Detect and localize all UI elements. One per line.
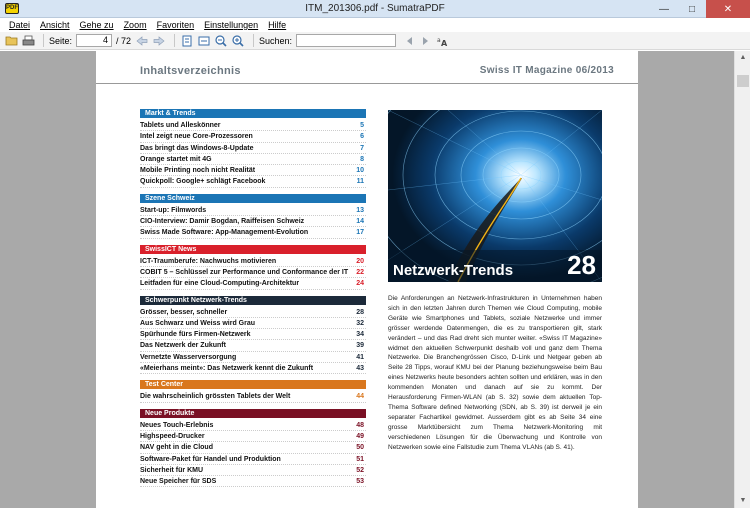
toc-entry-page: 8 xyxy=(360,155,364,163)
toc-entry-page: 48 xyxy=(356,421,364,429)
toc-entry-title: Software-Paket für Handel und Produktion xyxy=(140,455,281,463)
cover-image xyxy=(388,110,602,282)
toc-entry-page: 24 xyxy=(356,280,364,288)
document-viewport[interactable] xyxy=(0,51,734,508)
toc-entry[interactable] xyxy=(140,227,366,238)
menu-ansicht[interactable]: Ansicht xyxy=(40,20,70,30)
find-next-icon[interactable] xyxy=(419,34,433,48)
menu-gehe-zu[interactable]: Gehe zu xyxy=(79,20,114,30)
toc-entry-title: «Meierhans meint»: Das Netzwerk kennt die Zukunft xyxy=(140,365,314,373)
search-label: Suchen: xyxy=(259,35,293,46)
svg-text:a: a xyxy=(437,36,441,44)
toc-entry-title: Orange startet mit 4G xyxy=(140,155,212,163)
toc-section-header: Szene Schweiz xyxy=(140,194,366,203)
find-previous-icon[interactable] xyxy=(402,34,416,48)
toc-entry-title: CIO-Interview: Damir Bogdan, Raiffeisen Schweiz xyxy=(140,218,305,226)
vertical-scrollbar[interactable] xyxy=(734,51,750,508)
toc-entry-title: Das Netzwerk der Zukunft xyxy=(140,342,226,350)
toc-entry-page: 10 xyxy=(356,167,364,175)
window-title: ITM_201306.pdf - SumatraPDF xyxy=(305,3,445,14)
toc-entry-title: Spürhunde fürs Firmen-Netzwerk xyxy=(140,331,251,339)
menu-hilfe[interactable]: Hilfe xyxy=(268,20,287,30)
title-bar xyxy=(0,0,750,18)
toc-entry[interactable] xyxy=(140,454,366,465)
menu-datei[interactable]: Datei xyxy=(9,20,31,30)
fit-width-icon[interactable] xyxy=(197,34,211,48)
open-folder-icon[interactable] xyxy=(4,34,18,48)
close-button[interactable]: ✕ xyxy=(706,0,750,18)
toc-entry[interactable] xyxy=(140,278,366,289)
toc-entry-page: 49 xyxy=(356,432,364,440)
toc-entry-page: 44 xyxy=(356,393,364,401)
page-number-input[interactable]: 4 xyxy=(76,34,112,47)
menu-favoriten[interactable]: Favoriten xyxy=(156,20,195,30)
toc-entry[interactable] xyxy=(140,318,366,329)
pdf-page xyxy=(96,51,638,508)
toc-entry-page: 32 xyxy=(356,319,364,327)
toc-entry-page: 39 xyxy=(356,342,364,350)
toc-entry-title: Grösser, besser, schneller xyxy=(140,308,228,316)
toc-entry-title: Das bringt das Windows-8-Update xyxy=(140,144,254,152)
fit-page-icon[interactable] xyxy=(180,34,194,48)
next-page-icon[interactable] xyxy=(152,34,166,48)
toc-section-header: Test Center xyxy=(140,380,366,389)
zoom-in-icon[interactable] xyxy=(231,34,245,48)
cover-page-number: 28 xyxy=(567,250,596,280)
toolbar xyxy=(0,32,750,50)
toc-entry-page: 22 xyxy=(356,268,364,276)
toc-entry[interactable] xyxy=(140,154,366,165)
toc-entry-page: 52 xyxy=(356,466,364,474)
toc-entry-page: 7 xyxy=(360,144,364,152)
intro-body-text: Die Anforderungen an Netzwerk-Infrastrukturen in Unternehmen haben sich in den letzten Jahren durch Themen wie Cloud Computing, mobile Geräte wie Smartphones und Tablets, soziale Netzwerke und immer grösser werdende Datenmengen, die es zu transportieren gilt, stark verändert – und das Rad dreht sich munter weiter. «Swiss IT Magazine» widmet den aktuellen Schwerpunkt deshalb voll und ganz dem Thema Netzwerke. Die Branchengrössen Cisco, D-Link und Netgear geben ab Seite 28 Tipps, worauf KMU bei der Planung beziehungsweise beim Bau eines Netzwerks heute besonders achten sollten und erklären, was in den kommenden Monaten und danach auf sie zu kommt. Der Herausforderung Firmen-WLAN (ab S. 32) sowie dem aktuellen Top-Thema Software defined Networking (SDN, ab S. 39) ist derweil je ein separater Fachartikel gewidmet. Ausserdem gibt es ab Seite 34 eine grosse Marktübersicht zum Thema Netzwerk-Monitoring mit verschiedenen Lösungen für die Überwachung und Kontrolle von Netzwerken sowie eine Fallstudie zum Thema VLANs (ab S. 41). xyxy=(388,295,602,451)
toc-section xyxy=(140,409,366,488)
toc-entry-title: NAV geht in die Cloud xyxy=(140,444,213,452)
toc-section xyxy=(140,380,366,402)
toc-entry[interactable] xyxy=(140,216,366,227)
toc-entry-title: Aus Schwarz und Weiss wird Grau xyxy=(140,319,256,327)
toc-entry-title: Intel zeigt neue Core-Prozessoren xyxy=(140,133,253,141)
toc-entry-title: Neues Touch-Erlebnis xyxy=(140,421,214,429)
toc-entry-page: 20 xyxy=(356,257,364,265)
toc-entry-title: Mobile Printing noch nicht Realität xyxy=(140,167,256,175)
toc-entry-page: 14 xyxy=(356,218,364,226)
toc-entry[interactable] xyxy=(140,363,366,374)
toc-entry-page: 6 xyxy=(360,133,364,141)
toc-entry[interactable] xyxy=(140,143,366,154)
toc-entry-page: 13 xyxy=(356,206,364,214)
table-of-contents xyxy=(140,109,366,493)
toc-entry-title: Tablets und Alleskönner xyxy=(140,122,221,129)
header-divider xyxy=(96,83,638,84)
toc-entry-title: Leitfaden für eine Cloud-Computing-Architektur xyxy=(140,280,300,288)
toc-entry-page: 5 xyxy=(360,122,364,129)
toc-entry-title: Quickpoll: Google+ schlägt Facebook xyxy=(140,178,266,186)
toc-entry[interactable] xyxy=(140,340,366,351)
toc-entry[interactable] xyxy=(140,465,366,476)
scroll-down-arrow-icon[interactable]: ▼ xyxy=(739,497,747,504)
toc-entry-page: 41 xyxy=(356,353,364,361)
toc-entry-page: 51 xyxy=(356,455,364,463)
menu-bar xyxy=(0,18,750,32)
toc-entry-page: 17 xyxy=(356,229,364,237)
toc-entry[interactable] xyxy=(140,420,366,431)
toc-entry-page: 43 xyxy=(356,365,364,373)
toc-entry[interactable] xyxy=(140,476,366,487)
toc-entry[interactable] xyxy=(140,352,366,363)
toc-entry[interactable] xyxy=(140,165,366,176)
match-case-icon[interactable] xyxy=(436,34,450,48)
toc-entry-title: Swiss Made Software: App-Management-Evolution xyxy=(140,229,309,237)
search-input[interactable] xyxy=(296,34,396,47)
toc-section-header: Markt & Trends xyxy=(140,109,366,118)
zoom-out-icon[interactable] xyxy=(214,34,228,48)
toc-entry-title: Start-up: Filmwords xyxy=(140,206,207,214)
toc-entry[interactable] xyxy=(140,442,366,453)
minimize-button[interactable]: — xyxy=(659,3,669,15)
toolbar-separator xyxy=(174,34,175,47)
toc-entry-page: 11 xyxy=(356,178,364,186)
toc-entry[interactable] xyxy=(140,256,366,267)
toc-entry[interactable] xyxy=(140,120,366,131)
menu-zoom[interactable]: Zoom xyxy=(123,20,147,30)
toc-section-header: Neue Produkte xyxy=(140,409,366,418)
toolbar-separator xyxy=(43,34,44,47)
toc-entry[interactable] xyxy=(140,329,366,340)
toc-entry-title: Die wahrscheinlich grössten Tablets der Welt xyxy=(140,393,291,401)
toc-section-header: Schwerpunkt Netzwerk-Trends xyxy=(140,296,366,305)
toc-entry[interactable] xyxy=(140,176,366,187)
toc-section xyxy=(140,296,366,375)
toc-section xyxy=(140,109,366,188)
toc-entry-title: COBIT 5 – Schlüssel zur Performance und Conformance der IT xyxy=(140,268,349,276)
scrollbar-thumb[interactable] xyxy=(737,75,749,87)
toc-entry-page: 50 xyxy=(356,444,364,452)
toc-entry-title: ICT-Traumberufe: Nachwuchs motivieren xyxy=(140,257,277,265)
toc-entry[interactable] xyxy=(140,431,366,442)
sumatra-app-icon[interactable]: PDF xyxy=(5,3,19,14)
toc-entry[interactable] xyxy=(140,391,366,402)
window-controls xyxy=(650,0,750,18)
maximize-button[interactable]: □ xyxy=(688,3,696,15)
toc-entry-page: 34 xyxy=(356,331,364,339)
previous-page-icon[interactable] xyxy=(135,34,149,48)
page-total: / 72 xyxy=(116,35,132,46)
toc-entry-page: 28 xyxy=(356,308,364,316)
toc-section xyxy=(140,194,366,239)
scroll-up-arrow-icon[interactable]: ▲ xyxy=(739,54,747,61)
toc-entry-page: 53 xyxy=(356,478,364,486)
toc-section-header: SwissICT News xyxy=(140,245,366,254)
svg-text:A: A xyxy=(441,38,448,47)
toc-entry[interactable] xyxy=(140,267,366,278)
toc-section xyxy=(140,245,366,290)
toc-entry-title: Neue Speicher für SDS xyxy=(140,478,217,486)
toc-entry[interactable] xyxy=(140,205,366,216)
print-icon[interactable] xyxy=(21,34,35,48)
toc-entry-title: Vernetzte Wasserversorgung xyxy=(140,353,237,361)
page-label: Seite: xyxy=(49,35,73,46)
toc-entry-title: Sicherheit für KMU xyxy=(140,466,204,474)
toc-entry[interactable] xyxy=(140,131,366,142)
toc-entry[interactable] xyxy=(140,307,366,318)
menu-einstellungen[interactable]: Einstellungen xyxy=(204,20,259,30)
page-header-magazine: Swiss IT Magazine 06/2013 xyxy=(479,65,614,76)
page-header-title: Inhaltsverzeichnis xyxy=(140,65,241,77)
toc-entry-title: Highspeed-Drucker xyxy=(140,432,205,440)
cover-title: Netzwerk-Trends xyxy=(393,262,514,279)
toolbar-separator xyxy=(253,34,254,47)
